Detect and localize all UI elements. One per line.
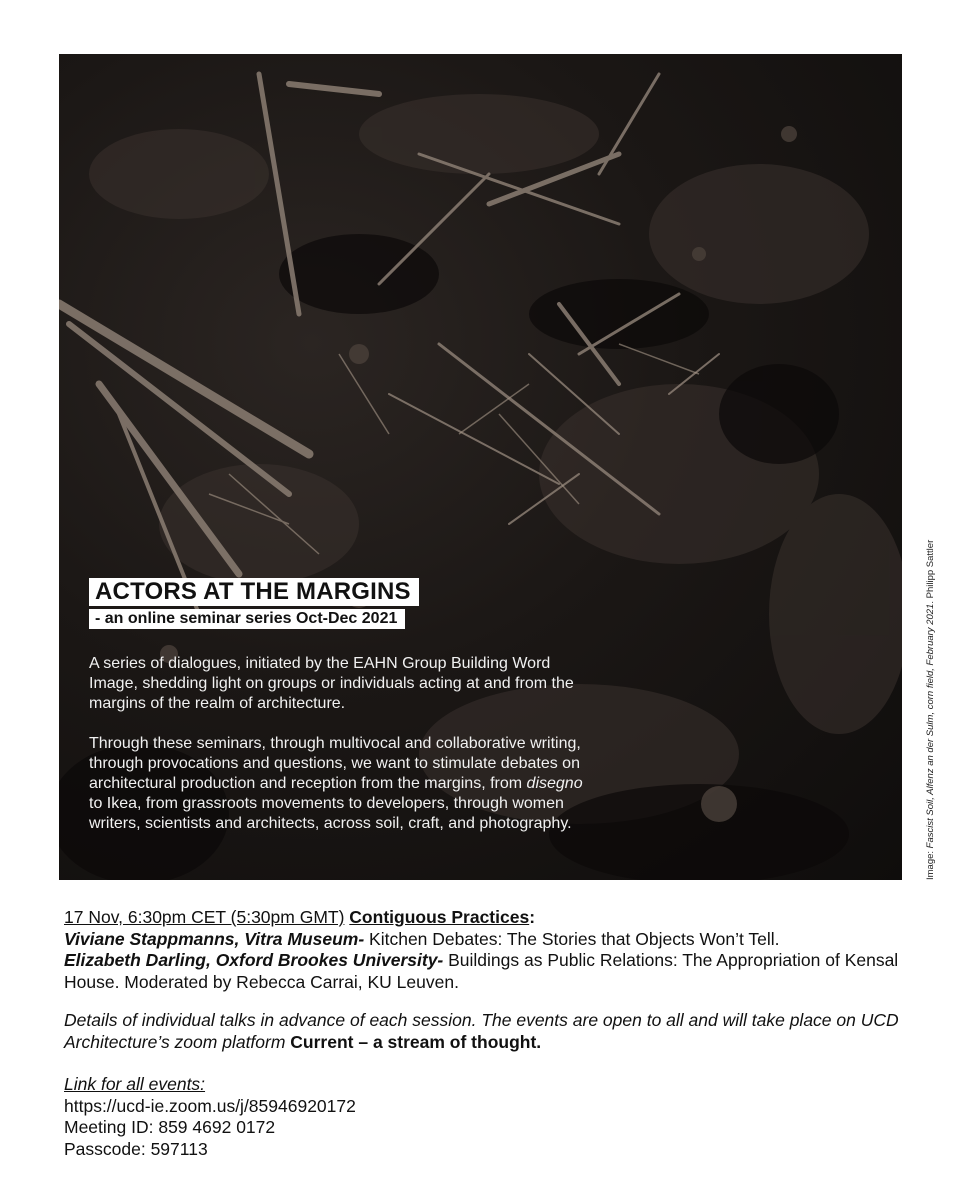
speaker-1: Viviane Stappmanns, Vitra Museum- — [64, 928, 365, 949]
event-session-title: Contiguous Practices — [349, 907, 530, 927]
meeting-id: Meeting ID: 859 4692 0172 — [64, 1117, 276, 1137]
seminar-title: ACTORS AT THE MARGINS — [89, 578, 419, 606]
intro-p2-emphasis: disegno — [526, 775, 583, 792]
credit-title: Fascist Soil, Alfenz an der Sulm, corn field, February 2021 — [925, 603, 936, 849]
event-talk-2 — [64, 950, 924, 993]
credit-prefix: Image: — [925, 848, 936, 880]
intro-paragraph-2 — [89, 734, 589, 834]
zoom-link[interactable]: https://ucd-ie.zoom.us/j/85946920172 — [64, 1095, 356, 1116]
details-text — [64, 1010, 924, 1053]
intro-p2-part-b: to Ikea, from grassroots movements to developers, through women writers, scientists and architects, across soil, craft, and photography. — [89, 795, 572, 832]
platform-name: Current – a stream of thought. — [290, 1031, 542, 1052]
credit-author: . Philipp Sattler — [925, 539, 936, 604]
links-heading: Link for all events: — [64, 1074, 206, 1094]
talk-1-title: Kitchen Debates: The Stories that Objects Won’t Tell. — [364, 928, 780, 949]
event-heading — [64, 907, 924, 929]
seminar-subtitle: - an online seminar series Oct-Dec 2021 — [89, 609, 405, 629]
event-colon: : — [529, 907, 536, 927]
image-credit — [925, 540, 936, 880]
speaker-2: Elizabeth Darling, Oxford Brookes University- — [64, 950, 444, 970]
intro-p2-part-a: Through these seminars, through multivocal and collaborative writing, through provocations and questions, we want to stimulate debates on architectural production and reception from the margins, from — [89, 735, 581, 792]
passcode: Passcode: 597113 — [64, 1138, 208, 1159]
event-block — [64, 907, 924, 993]
event-talk-1 — [64, 929, 924, 951]
intro-paragraph-1: A series of dialogues, initiated by the EAHN Group Building Word Image, shedding light on groups or individuals acting at and from the margins of the realm of architecture. — [89, 655, 574, 712]
intro-text — [89, 654, 589, 854]
talk-2-title: Buildings as Public Relations: The Appropriation of Kensal House. Moderated by Rebecca Carrai, KU Leuven. — [64, 950, 899, 992]
links-block — [64, 1074, 356, 1160]
details-body: Details of individual talks in advance of each session. The events are open to all and will take place on UCD Architecture’s zoom platform — [64, 1010, 899, 1052]
event-date-time: 17 Nov, 6:30pm CET (5:30pm GMT) — [64, 907, 345, 927]
